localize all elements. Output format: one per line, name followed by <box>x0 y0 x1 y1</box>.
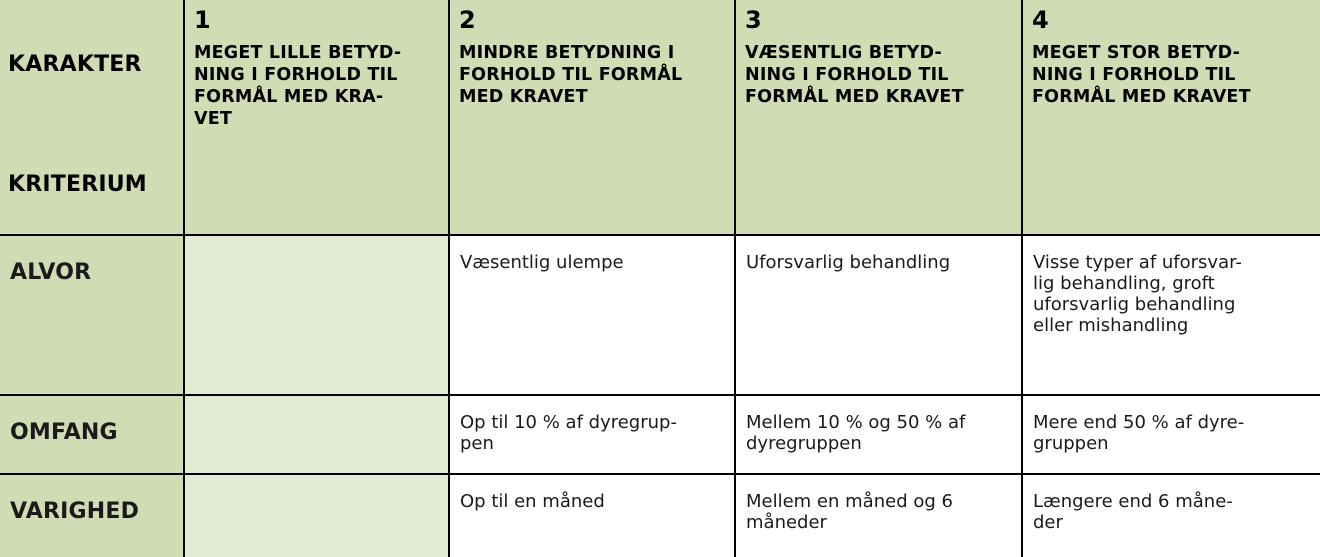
table-cell <box>185 396 450 475</box>
table-cell <box>185 236 450 396</box>
table-cell: Visse typer af uforsvar- lig behandling, groft uforsvarlig behandling eller mishandling <box>1023 236 1320 396</box>
row-label-omfang: OMFANG <box>0 396 185 475</box>
column-number: 1 <box>194 6 211 34</box>
column-title: MEGET LILLE BETYD- NING I FORHOLD TIL FORMÅL MED KRA- VET <box>194 43 402 129</box>
table-cell: Op til 10 % af dyregrup- pen <box>450 396 736 475</box>
table-cell: Mellem 10 % og 50 % af dyregruppen <box>736 396 1023 475</box>
table-cell: Uforsvarlig behandling <box>736 236 1023 396</box>
table-cell: Længere end 6 måne- der <box>1023 475 1320 557</box>
table-cell: Væsentlig ulempe <box>450 236 736 396</box>
column-header-3 <box>736 0 1023 236</box>
table-cell <box>185 475 450 557</box>
table-cell: Mere end 50 % af dyre- gruppen <box>1023 396 1320 475</box>
column-title: MINDRE BETYDNING I FORHOLD TIL FORMÅL MED KRAVET <box>459 43 683 107</box>
column-header-1 <box>185 0 450 236</box>
column-title: MEGET STOR BETYD- NING I FORHOLD TIL FORMÅL MED KRAVET <box>1032 43 1251 107</box>
column-header-2 <box>450 0 736 236</box>
column-header-4 <box>1023 0 1320 236</box>
row-label-varighed: VARIGHED <box>0 475 185 557</box>
row-label-alvor: ALVOR <box>0 236 185 396</box>
table-cell: Mellem en måned og 6 måneder <box>736 475 1023 557</box>
kriterium-label: KRITERIUM <box>8 172 147 197</box>
corner-header-cell <box>0 0 185 236</box>
column-number: 4 <box>1032 6 1049 34</box>
table-cell: Op til en måned <box>450 475 736 557</box>
column-title: VÆSENTLIG BETYD- NING I FORHOLD TIL FORMÅL MED KRAVET <box>745 43 964 107</box>
column-number: 2 <box>459 6 476 34</box>
column-number: 3 <box>745 6 762 34</box>
karakter-label: KARAKTER <box>8 52 142 77</box>
